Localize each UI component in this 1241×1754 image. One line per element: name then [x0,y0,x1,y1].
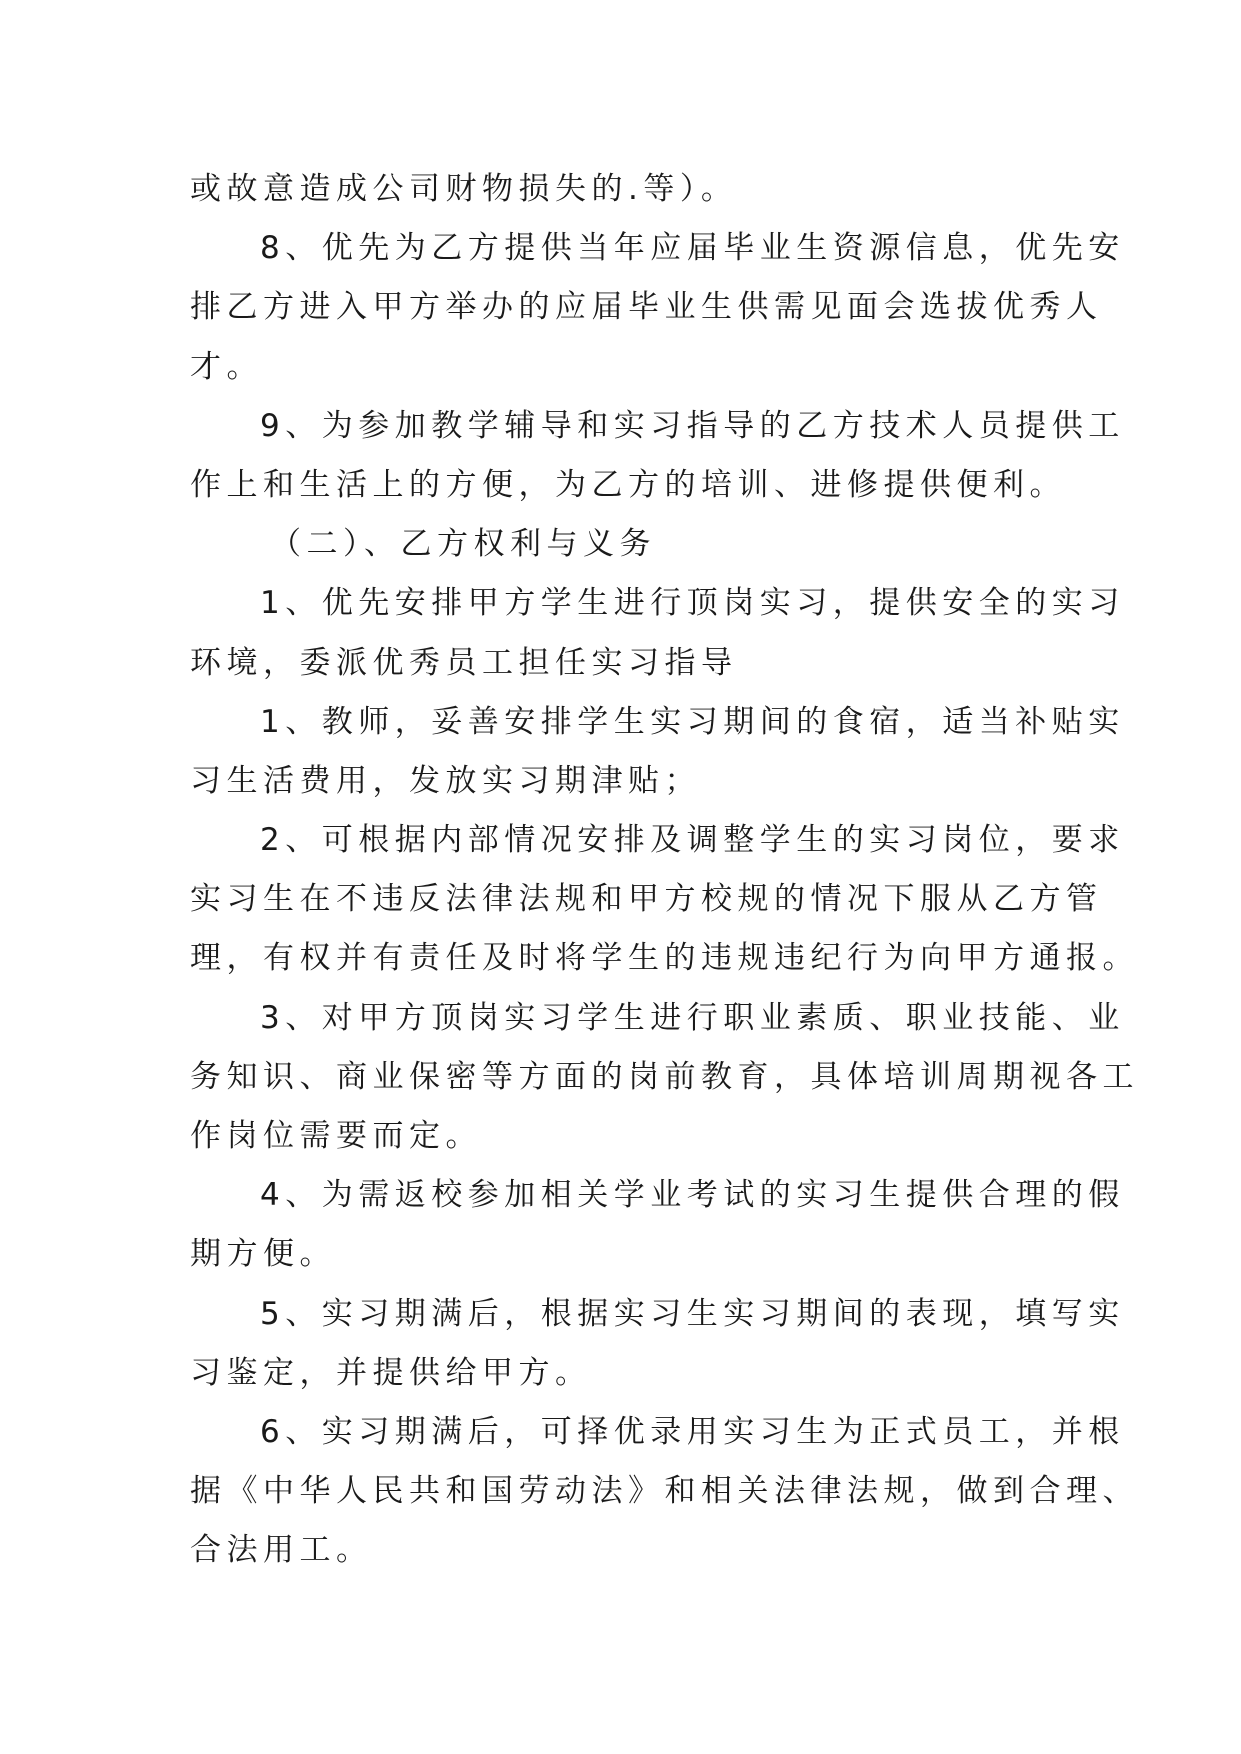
text-line: 理，有权并有责任及时将学生的违规违纪行为向甲方通报。 [190,940,1139,977]
text-line: 8、优先为乙方提供当年应届毕业生资源信息，优先安 [260,230,1125,267]
text-line: 6、实习期满后，可择优录用实习生为正式员工，并根 [260,1413,1125,1450]
text-line: 环境，委派优秀员工担任实习指导 [190,644,738,681]
text-line: 习生活费用，发放实习期津贴； [190,762,701,799]
text-line: 或故意造成公司财物损失的.等）。 [190,171,738,207]
section-heading: （二）、乙方权利与义务 [270,526,656,563]
text-line: 1、优先安排甲方学生进行顶岗实习，提供安全的实习 [260,585,1125,622]
text-line: 据《中华人民共和国劳动法》和相关法律法规，做到合理、 [190,1473,1139,1510]
text-line: 3、对甲方顶岗实习学生进行职业素质、职业技能、业 [260,999,1125,1036]
text-line: 5、实习期满后，根据实习生实习期间的表现，填写实 [260,1295,1125,1332]
text-line: 1、教师，妥善安排学生实习期间的食宿，适当补贴实 [260,703,1125,740]
text-line: 作岗位需要而定。 [190,1118,482,1154]
text-line: 9、为参加教学辅导和实习指导的乙方技术人员提供工 [260,407,1125,444]
text-line: 作上和生活上的方便，为乙方的培训、进修提供便利。 [190,466,1066,503]
text-line: 才。 [190,348,263,385]
document-body [190,160,1139,1581]
text-line: 务知识、商业保密等方面的岗前教育，具体培训周期视各工 [190,1058,1139,1095]
text-line: 期方便。 [190,1236,336,1273]
text-line: 4、为需返校参加相关学业考试的实习生提供合理的假 [260,1177,1125,1214]
text-line: 2、可根据内部情况安排及调整学生的实习岗位，要求 [260,822,1125,859]
text-line: 合法用工。 [190,1532,373,1569]
text-line: 习鉴定，并提供给甲方。 [190,1354,592,1391]
text-line: 实习生在不违反法律法规和甲方校规的情况下服从乙方管 [190,881,1103,918]
text-line: 排乙方进入甲方举办的应届毕业生供需见面会选拔优秀人 [190,289,1103,326]
